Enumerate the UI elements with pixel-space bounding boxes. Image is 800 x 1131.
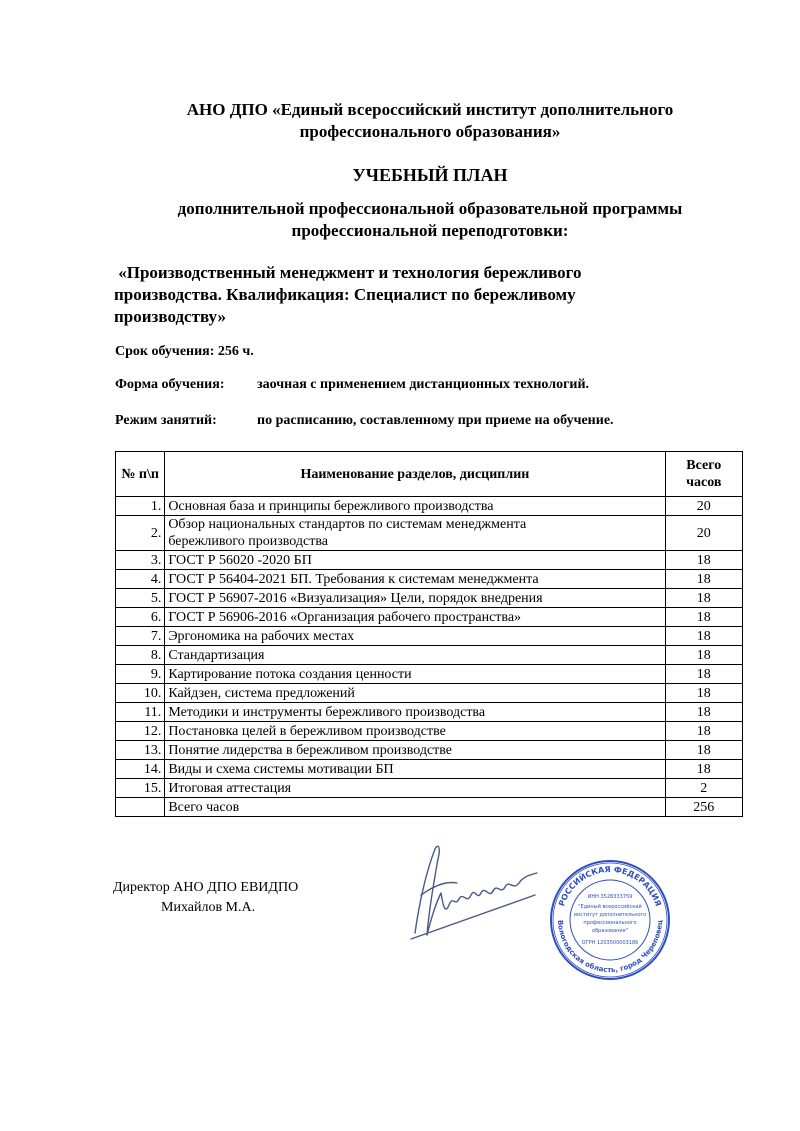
program-line-2: производства. Квалификация: Специалист по бережливому bbox=[114, 285, 576, 304]
row-name: Итоговая аттестация bbox=[165, 779, 665, 798]
table-header-row bbox=[116, 452, 743, 497]
row-hours: 18 bbox=[665, 646, 743, 665]
table-row bbox=[116, 551, 743, 570]
row-num: 2. bbox=[116, 516, 165, 551]
table-row bbox=[116, 779, 743, 798]
row-hours: 18 bbox=[665, 741, 743, 760]
subtitle-line-2: профессиональной переподготовки: bbox=[291, 221, 569, 240]
row-hours: 18 bbox=[665, 608, 743, 627]
form-line bbox=[115, 376, 590, 394]
program-line-1: «Производственный менеджмент и технология бережливого bbox=[114, 263, 582, 282]
header-num: № п\п bbox=[116, 452, 165, 497]
table-row bbox=[116, 741, 743, 760]
stamp-line-2: "Единый всероссийский bbox=[578, 904, 642, 910]
row-name: Понятие лидерства в бережливом производстве bbox=[165, 741, 665, 760]
row-name bbox=[165, 516, 665, 551]
row-num: 8. bbox=[116, 646, 165, 665]
header-hours-line-1: Всего bbox=[686, 458, 722, 473]
stamp-line-5: образования" bbox=[592, 928, 628, 934]
organization-stamp bbox=[548, 858, 672, 982]
form-label: Форма обучения: bbox=[115, 377, 225, 392]
header-hours-line-2: часов bbox=[686, 475, 722, 490]
organization-header bbox=[0, 99, 800, 143]
signatory-position: Директор АНО ДПО ЕВИДПО bbox=[113, 880, 299, 895]
stamp-ring-top: РОССИЙСКАЯ ФЕДЕРАЦИЯ bbox=[557, 864, 663, 908]
row-hours: 18 bbox=[665, 551, 743, 570]
table-row bbox=[116, 516, 743, 551]
table-row bbox=[116, 627, 743, 646]
row-hours: 18 bbox=[665, 589, 743, 608]
row-name: Стандартизация bbox=[165, 646, 665, 665]
handwritten-signature bbox=[405, 835, 545, 945]
total-label: Всего часов bbox=[165, 798, 665, 817]
stamp-line-3: институт дополнительного bbox=[573, 912, 647, 918]
table-row bbox=[116, 646, 743, 665]
row-hours: 18 bbox=[665, 665, 743, 684]
table-total-row bbox=[116, 798, 743, 817]
row-name: ГОСТ Р 56404-2021 БП. Требования к системам менеджмента bbox=[165, 570, 665, 589]
row-num: 10. bbox=[116, 684, 165, 703]
row-num: 14. bbox=[116, 760, 165, 779]
table-row bbox=[116, 570, 743, 589]
row-hours: 18 bbox=[665, 570, 743, 589]
row-num: 7. bbox=[116, 627, 165, 646]
row-name: Эргономика на рабочих местах bbox=[165, 627, 665, 646]
table-row bbox=[116, 497, 743, 516]
signatory-name: Михайлов М.А. bbox=[161, 900, 256, 915]
table-row bbox=[116, 589, 743, 608]
document-subtitle bbox=[0, 198, 800, 242]
row-num: 12. bbox=[116, 722, 165, 741]
total-hours: 256 bbox=[665, 798, 743, 817]
row-num: 6. bbox=[116, 608, 165, 627]
stamp-line-4: профессионального bbox=[583, 920, 637, 926]
stamp-ring-bottom: Вологодская область, город Череповец bbox=[555, 919, 665, 975]
row-hours: 18 bbox=[665, 722, 743, 741]
row-name-line-1: Обзор национальных стандартов по системам менеджмента bbox=[168, 517, 527, 532]
row-hours: 2 bbox=[665, 779, 743, 798]
row-num: 15. bbox=[116, 779, 165, 798]
total-num-cell bbox=[116, 798, 165, 817]
row-hours: 20 bbox=[665, 497, 743, 516]
org-line-1: АНО ДПО «Единый всероссийский институт дополнительного bbox=[186, 100, 674, 119]
duration-line: Срок обучения: 256 ч. bbox=[115, 344, 254, 359]
signatory-block bbox=[113, 878, 298, 918]
row-name: ГОСТ Р 56906-2016 «Организация рабочего пространства» bbox=[165, 608, 665, 627]
program-name bbox=[114, 262, 674, 328]
row-num: 9. bbox=[116, 665, 165, 684]
row-name: Постановка целей в бережливом производстве bbox=[165, 722, 665, 741]
row-num: 4. bbox=[116, 570, 165, 589]
document-title: УЧЕБНЫЙ ПЛАН bbox=[352, 165, 508, 185]
row-num: 13. bbox=[116, 741, 165, 760]
form-value: заочная с применением дистанционных технологий. bbox=[257, 377, 590, 392]
row-hours: 18 bbox=[665, 627, 743, 646]
mode-label: Режим занятий: bbox=[115, 413, 217, 428]
table-row bbox=[116, 665, 743, 684]
mode-value: по расписанию, составленному при приеме на обучение. bbox=[257, 413, 614, 428]
row-name: Виды и схема системы мотивации БП bbox=[165, 760, 665, 779]
row-num: 3. bbox=[116, 551, 165, 570]
stamp-line-1: ИНН 3528333759 bbox=[587, 894, 633, 900]
row-num: 1. bbox=[116, 497, 165, 516]
curriculum-table bbox=[115, 451, 743, 817]
table-row bbox=[116, 703, 743, 722]
header-hours bbox=[665, 452, 743, 497]
row-name: Основная база и принципы бережливого производства bbox=[165, 497, 665, 516]
org-line-2: профессионального образования» bbox=[299, 122, 561, 141]
row-name: Кайдзен, система предложений bbox=[165, 684, 665, 703]
stamp-line-6: ОГРН 1203500003186 bbox=[581, 940, 639, 946]
row-name: Картирование потока создания ценности bbox=[165, 665, 665, 684]
mode-line bbox=[115, 412, 614, 430]
row-hours: 18 bbox=[665, 760, 743, 779]
header-name: Наименование разделов, дисциплин bbox=[165, 452, 665, 497]
row-hours: 20 bbox=[665, 516, 743, 551]
row-name-line-2: бережливого производства bbox=[168, 534, 328, 549]
subtitle-line-1: дополнительной профессиональной образовательной программы bbox=[177, 199, 683, 218]
table-row bbox=[116, 722, 743, 741]
table-row bbox=[116, 608, 743, 627]
table-row bbox=[116, 760, 743, 779]
row-name: ГОСТ Р 56907-2016 «Визуализация» Цели, порядок внедрения bbox=[165, 589, 665, 608]
row-hours: 18 bbox=[665, 684, 743, 703]
row-name: Методики и инструменты бережливого производства bbox=[165, 703, 665, 722]
row-name: ГОСТ Р 56020 -2020 БП bbox=[165, 551, 665, 570]
table-row bbox=[116, 684, 743, 703]
row-num: 11. bbox=[116, 703, 165, 722]
row-hours: 18 bbox=[665, 703, 743, 722]
row-num: 5. bbox=[116, 589, 165, 608]
program-line-3: производству» bbox=[114, 307, 226, 326]
